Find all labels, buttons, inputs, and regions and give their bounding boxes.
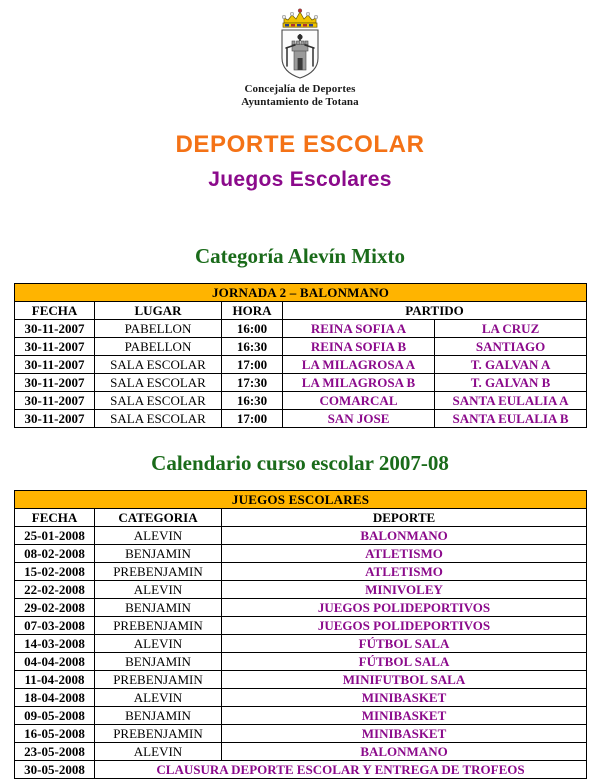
- cell-equipo-visitante: SANTA EULALIA B: [435, 410, 587, 428]
- cell-fecha: 18-04-2008: [15, 689, 95, 707]
- cell-hora: 17:30: [222, 374, 283, 392]
- org-line-concejalia: Concejalía de Deportes: [244, 83, 356, 95]
- table-row: [15, 671, 587, 689]
- table-row: [15, 725, 587, 743]
- column-header-fecha: FECHA: [15, 509, 95, 527]
- cell-equipo-local: LA MILAGROSA A: [283, 356, 435, 374]
- cell-fecha: 08-02-2008: [15, 545, 95, 563]
- cell-fecha: 29-02-2008: [15, 599, 95, 617]
- cell-fecha: 23-05-2008: [15, 743, 95, 761]
- cell-hora: 16:30: [222, 338, 283, 356]
- table-calendario-band-title: JUEGOS ESCOLARES: [15, 491, 587, 509]
- table-calendario-container: [14, 490, 586, 779]
- cell-hora: 17:00: [222, 410, 283, 428]
- cell-hora: 16:00: [222, 320, 283, 338]
- table-row: [15, 653, 587, 671]
- cell-hora: 16:30: [222, 392, 283, 410]
- cell-fecha: 30-11-2007: [15, 392, 95, 410]
- cell-deporte: MINIBASKET: [222, 689, 587, 707]
- cell-categoria: PREBENJAMIN: [95, 725, 222, 743]
- cell-lugar: PABELLON: [95, 338, 222, 356]
- cell-hora: 17:00: [222, 356, 283, 374]
- cell-deporte: MINIFUTBOL SALA: [222, 671, 587, 689]
- cell-categoria: ALEVIN: [95, 581, 222, 599]
- cell-categoria: BENJAMIN: [95, 545, 222, 563]
- column-header-fecha: FECHA: [15, 302, 95, 320]
- table-calendario-header-row: [15, 509, 587, 527]
- cell-equipo-local: COMARCAL: [283, 392, 435, 410]
- cell-categoria: ALEVIN: [95, 527, 222, 545]
- table-calendario-band-row: [15, 491, 587, 509]
- cell-deporte: ATLETISMO: [222, 545, 587, 563]
- page-title-deporte-escolar: DEPORTE ESCOLAR: [175, 131, 425, 158]
- section-heading-calendario: Calendario curso escolar 2007-08: [151, 451, 449, 475]
- table-row: [15, 581, 587, 599]
- cell-fecha: 30-11-2007: [15, 410, 95, 428]
- table-row: [15, 599, 587, 617]
- cell-deporte: BALONMANO: [222, 527, 587, 545]
- cell-equipo-visitante: SANTIAGO: [435, 338, 587, 356]
- cell-equipo-local: SAN JOSE: [283, 410, 435, 428]
- cell-lugar: PABELLON: [95, 320, 222, 338]
- cell-deporte: MINIVOLEY: [222, 581, 587, 599]
- table-row: [15, 374, 587, 392]
- section-heading-categoria: Categoría Alevín Mixto: [195, 244, 405, 268]
- table-jornada-band-title: JORNADA 2 – BALONMANO: [15, 284, 587, 302]
- cell-deporte: BALONMANO: [222, 743, 587, 761]
- table-jornada-band-row: [15, 284, 587, 302]
- column-header-hora: HORA: [222, 302, 283, 320]
- table-row: [15, 320, 587, 338]
- cell-categoria: PREBENJAMIN: [95, 671, 222, 689]
- table-row: [15, 617, 587, 635]
- cell-categoria: BENJAMIN: [95, 599, 222, 617]
- cell-fecha: 30-11-2007: [15, 320, 95, 338]
- cell-fecha: 04-04-2008: [15, 653, 95, 671]
- cell-categoria: ALEVIN: [95, 689, 222, 707]
- column-header-partido: PARTIDO: [283, 302, 587, 320]
- document-header: [0, 0, 600, 108]
- cell-fecha: 30-11-2007: [15, 374, 95, 392]
- cell-deporte: JUEGOS POLIDEPORTIVOS: [222, 599, 587, 617]
- table-calendario: [14, 490, 587, 779]
- cell-fecha: 14-03-2008: [15, 635, 95, 653]
- page-subtitle-juegos-escolares: Juegos Escolares: [208, 168, 392, 191]
- cell-deporte: MINIBASKET: [222, 707, 587, 725]
- cell-fecha: 30-11-2007: [15, 356, 95, 374]
- cell-equipo-visitante: SANTA EULALIA A: [435, 392, 587, 410]
- cell-fecha: 16-05-2008: [15, 725, 95, 743]
- cell-lugar: SALA ESCOLAR: [95, 356, 222, 374]
- table-row: [15, 563, 587, 581]
- cell-fecha: 15-02-2008: [15, 563, 95, 581]
- cell-lugar: SALA ESCOLAR: [95, 410, 222, 428]
- cell-equipo-local: REINA SOFIA A: [283, 320, 435, 338]
- table-row: [15, 545, 587, 563]
- cell-fecha: 09-05-2008: [15, 707, 95, 725]
- table-jornada-header-row: [15, 302, 587, 320]
- cell-fecha: 11-04-2008: [15, 671, 95, 689]
- table-row: [15, 635, 587, 653]
- organization-lines: [0, 83, 600, 108]
- table-row: [15, 527, 587, 545]
- table-row: [15, 743, 587, 761]
- table-jornada: [14, 283, 587, 428]
- cell-categoria: ALEVIN: [95, 743, 222, 761]
- table-row: [15, 689, 587, 707]
- cell-clausura-text: CLAUSURA DEPORTE ESCOLAR Y ENTREGA DE TROFEOS: [95, 761, 587, 779]
- column-header-lugar: LUGAR: [95, 302, 222, 320]
- cell-deporte: FÚTBOL SALA: [222, 653, 587, 671]
- table-row: [15, 392, 587, 410]
- cell-lugar: SALA ESCOLAR: [95, 392, 222, 410]
- cell-categoria: BENJAMIN: [95, 653, 222, 671]
- cell-deporte: FÚTBOL SALA: [222, 635, 587, 653]
- coat-of-arms-icon: [272, 6, 328, 80]
- cell-lugar: SALA ESCOLAR: [95, 374, 222, 392]
- table-row: [15, 707, 587, 725]
- cell-categoria: ALEVIN: [95, 635, 222, 653]
- table-row: [15, 338, 587, 356]
- table-row: [15, 410, 587, 428]
- cell-equipo-visitante: T. GALVAN B: [435, 374, 587, 392]
- cell-fecha: 22-02-2008: [15, 581, 95, 599]
- cell-deporte: JUEGOS POLIDEPORTIVOS: [222, 617, 587, 635]
- table-row: [15, 356, 587, 374]
- cell-deporte: MINIBASKET: [222, 725, 587, 743]
- cell-deporte: ATLETISMO: [222, 563, 587, 581]
- cell-fecha: 07-03-2008: [15, 617, 95, 635]
- table-row-clausura: [15, 761, 587, 779]
- cell-equipo-visitante: LA CRUZ: [435, 320, 587, 338]
- table-jornada-container: [14, 283, 586, 428]
- cell-categoria: PREBENJAMIN: [95, 617, 222, 635]
- cell-equipo-local: LA MILAGROSA B: [283, 374, 435, 392]
- column-header-deporte: DEPORTE: [222, 509, 587, 527]
- cell-fecha: 30-05-2008: [15, 761, 95, 779]
- org-line-ayuntamiento: Ayuntamiento de Totana: [241, 95, 359, 108]
- cell-categoria: BENJAMIN: [95, 707, 222, 725]
- cell-equipo-visitante: T. GALVAN A: [435, 356, 587, 374]
- column-header-categoria: CATEGORIA: [95, 509, 222, 527]
- cell-equipo-local: REINA SOFIA B: [283, 338, 435, 356]
- cell-fecha: 25-01-2008: [15, 527, 95, 545]
- cell-fecha: 30-11-2007: [15, 338, 95, 356]
- cell-categoria: PREBENJAMIN: [95, 563, 222, 581]
